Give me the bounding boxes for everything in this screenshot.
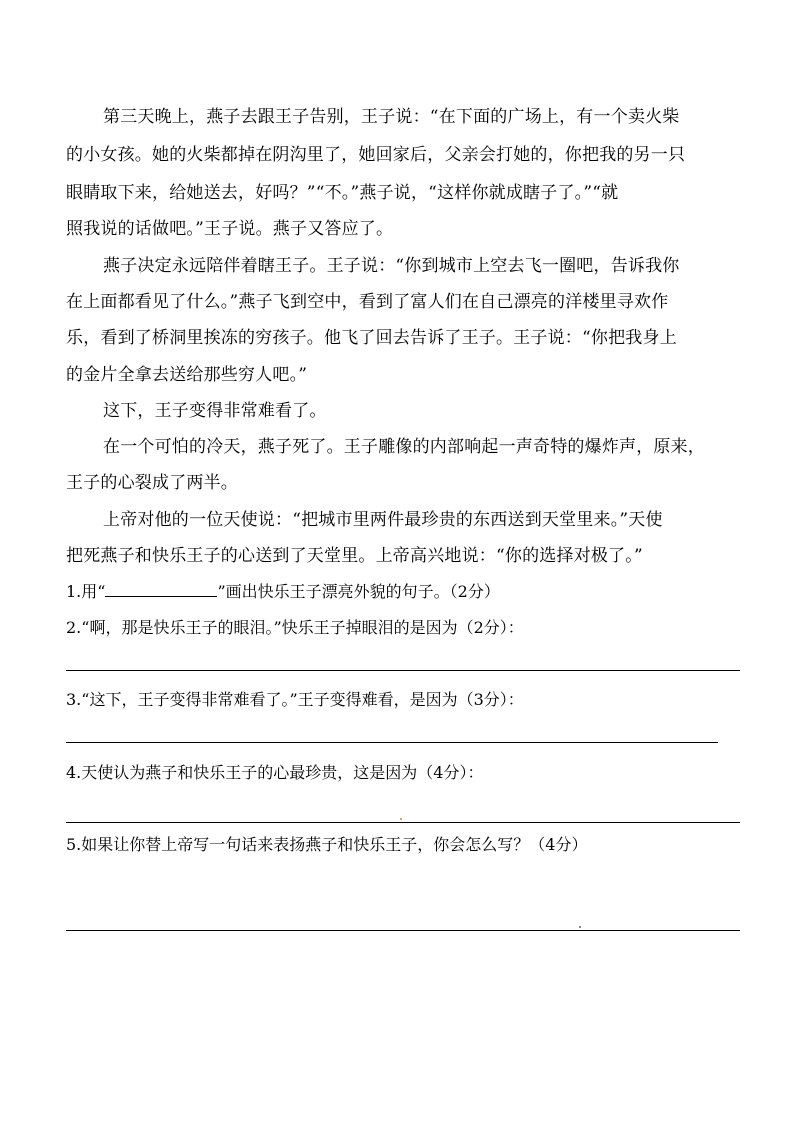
passage-line: 的金片全拿去送给那些穷人吧。” xyxy=(66,365,308,385)
question-3: 3.“这下，王子变得非常难看了。”王子变得难看，是因为（3分）： xyxy=(66,690,524,709)
passage-line: 第三天晚上，燕子去跟王子告别，王子说：“在下面的广场上，有一个卖火柴 xyxy=(103,107,680,127)
answer-line-5[interactable] xyxy=(66,930,740,931)
passage-line: 把死燕子和快乐王子的心送到了天堂里。上帝高兴地说：“你的选择对极了。” xyxy=(66,546,643,566)
passage-line: 燕子决定永远陪伴着瞎王子。王子说：“你到城市上空去飞一圈吧，告诉我你 xyxy=(103,256,680,276)
passage-line: 上帝对他的一位天使说：“把城市里两件最珍贵的东西送到天堂里来。”天使 xyxy=(103,510,663,530)
passage-line: 这下，王子变得非常难看了。 xyxy=(103,401,327,421)
question-1-suffix: ”画出快乐王子漂亮外貌的句子。（2分） xyxy=(217,582,500,601)
passage-line: 在一个可怕的冷天，燕子死了。王子雕像的内部响起一声奇特的爆炸声，原来， xyxy=(103,437,705,457)
question-5: 5.如果让你替上帝写一句话来表扬燕子和快乐王子，你会怎么写？（4分） xyxy=(66,835,588,854)
underline-blank[interactable] xyxy=(105,582,217,597)
stray-dot xyxy=(579,926,581,928)
answer-line-2[interactable] xyxy=(66,670,740,671)
question-1 xyxy=(66,582,500,602)
passage-line: 眼睛取下来，给她送去，好吗？”“不。”燕子说，“这样你就成瞎子了。”“就 xyxy=(66,183,619,203)
passage-line: 在上面都看见了什么。”燕子飞到空中，看到了富人们在自己漂亮的洋楼里寻欢作 xyxy=(66,292,669,312)
question-4: 4.天使认为燕子和快乐王子的心最珍贵，这是因为（4分）： xyxy=(66,763,484,782)
stray-dot xyxy=(400,818,402,820)
passage-line: 照我说的话做吧。”王子说。燕子又答应了。 xyxy=(66,219,394,239)
question-2: 2.“啊，那是快乐王子的眼泪。”快乐王子掉眼泪的是因为（2分）： xyxy=(66,618,524,637)
answer-line-3[interactable] xyxy=(66,742,718,743)
passage-line: 的小女孩。她的火柴都掉在阴沟里了，她回家后，父亲会打她的，你把我的另一只 xyxy=(66,145,686,165)
passage-line: 王子的心裂成了两半。 xyxy=(66,473,238,493)
passage-line: 乐，看到了桥洞里挨冻的穷孩子。他飞了回去告诉了王子。王子说：“你把我身上 xyxy=(66,328,677,348)
question-1-prefix: 1.用“ xyxy=(66,582,106,601)
answer-line-4[interactable] xyxy=(66,822,740,823)
